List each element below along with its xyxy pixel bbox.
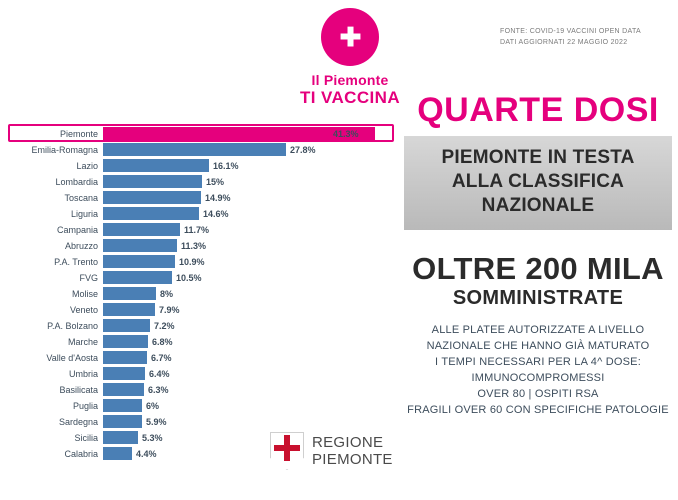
bar-row [10, 222, 402, 237]
bar-track [103, 223, 402, 236]
notes-block [404, 322, 672, 418]
bar-category-label: Puglia [72, 400, 98, 411]
bar-value-label: 16.1% [213, 160, 239, 171]
bar-category-label: Sicilia [74, 432, 98, 443]
note-line: IMMUNOCOMPROMESSI [471, 372, 605, 384]
bar-row [10, 158, 402, 173]
bar-fill [103, 351, 147, 364]
bar-value-label: 14.9% [205, 192, 231, 203]
bar-row [10, 270, 402, 285]
bar-fill [103, 159, 209, 172]
bar-fill [103, 431, 138, 444]
bar-fill [103, 399, 142, 412]
bar-category-label: Molise [71, 288, 98, 299]
bar-fill [103, 239, 177, 252]
bar-value-label: 6.3% [148, 384, 169, 395]
regione-piemonte-logo [270, 432, 393, 470]
source-note-line-2: DATI AGGIORNATI 22 MAGGIO 2022 [500, 39, 628, 46]
bar-value-label: 11.7% [184, 224, 210, 235]
note-line: I TEMPI NECESSARI PER LA 4^ DOSE: [435, 356, 641, 368]
bar-category-label: Calabria [64, 448, 98, 459]
bar-value-label: 27.8% [290, 144, 316, 155]
bar-value-label: 6.7% [151, 352, 172, 363]
logo-line-1: Il Piemonte [311, 72, 389, 88]
bar-fill [103, 383, 144, 396]
subhead-line-1: PIEMONTE IN TESTA [441, 147, 635, 168]
bar-track [103, 287, 402, 300]
big-number-subtitle: SOMMINISTRATE [452, 287, 624, 309]
bar-row [10, 238, 402, 253]
subhead-line-2: ALLA CLASSIFICA [451, 171, 625, 192]
footer-logo-line-2: PIEMONTE [312, 451, 393, 468]
bar-fill [103, 287, 156, 300]
bar-track [103, 159, 402, 172]
bar-value-label: 4.4% [136, 448, 157, 459]
bar-category-label: Umbria [68, 368, 98, 379]
bar-track [103, 255, 402, 268]
bar-category-label: Veneto [69, 304, 98, 315]
bar-track [103, 335, 402, 348]
page-title: QUARTE DOSI [417, 91, 659, 129]
bar-track [103, 191, 402, 204]
bar-track [103, 303, 402, 316]
bar-row [10, 302, 402, 317]
bar-value-label: 5.9% [146, 416, 167, 427]
bar-track [103, 207, 402, 220]
bar-chart [10, 126, 402, 462]
shield-icon [270, 432, 304, 470]
bar-value-label: 15% [206, 176, 225, 187]
bar-track [103, 175, 402, 188]
bar-fill [103, 303, 155, 316]
bar-category-label: Piemonte [59, 128, 98, 139]
bar-row [10, 350, 402, 365]
source-note [500, 26, 670, 48]
big-number: OLTRE 200 MILA [412, 251, 664, 286]
right-panel [404, 92, 672, 418]
bar-row [10, 142, 402, 157]
bar-track [103, 143, 402, 156]
bar-category-label: Basilicata [59, 384, 98, 395]
note-line: FRAGILI OVER 60 CON SPECIFICHE PATOLOGIE [407, 404, 669, 416]
footer-logo-text [312, 434, 393, 468]
bar-value-label: 10.5% [176, 272, 202, 283]
bar-track [103, 399, 402, 412]
bar-row [10, 318, 402, 333]
bar-value-label: 5.3% [142, 432, 163, 443]
vaccine-glyph-icon: ✚ [339, 22, 361, 52]
bar-row [10, 398, 402, 413]
footer-logo-line-1: REGIONE [312, 434, 384, 451]
piemonte-vaccina-logo [280, 8, 420, 108]
bar-track [103, 367, 402, 380]
bar-track [103, 319, 402, 332]
bar-category-label: Lombardia [55, 176, 98, 187]
bar-value-label: 6% [146, 400, 160, 411]
bar-category-label: Liguria [70, 208, 98, 219]
bar-category-label: Toscana [64, 192, 98, 203]
bar-category-label: Valle d'Aosta [46, 352, 98, 363]
bar-category-label: FVG [79, 272, 98, 283]
bar-row [10, 366, 402, 381]
bar-value-label: 41.3% [333, 128, 359, 139]
note-line: OVER 80 | OSPITI RSA [477, 388, 599, 400]
bar-fill [103, 415, 142, 428]
note-line: NAZIONALE CHE HANNO GIÀ MATURATO [426, 340, 650, 352]
note-line: ALLE PLATEE AUTORIZZATE A LIVELLO [431, 324, 645, 336]
bar-fill [103, 319, 150, 332]
bar-category-label: P.A. Trento [54, 256, 98, 267]
bar-track [103, 239, 402, 252]
bar-row [10, 382, 402, 397]
bar-category-label: Campania [56, 224, 98, 235]
vaccine-circle-icon [321, 8, 379, 66]
bar-row [10, 414, 402, 429]
bar-row [10, 334, 402, 349]
bar-track [103, 383, 402, 396]
bar-fill [103, 175, 202, 188]
bar-value-label: 14.6% [203, 208, 229, 219]
bar-category-label: Abruzzo [64, 240, 98, 251]
bar-fill [103, 367, 145, 380]
bar-row [10, 206, 402, 221]
bar-row [10, 286, 402, 301]
source-note-line-1: FONTE: COVID-19 VACCINI OPEN DATA [500, 28, 641, 35]
bar-value-label: 7.2% [154, 320, 175, 331]
bar-category-label: Lazio [76, 160, 98, 171]
bar-category-label: Sardegna [58, 416, 98, 427]
bar-fill [103, 143, 286, 156]
bar-category-label: Emilia-Romagna [31, 144, 98, 155]
bar-track [103, 351, 402, 364]
subhead-box [404, 136, 672, 230]
bar-fill [103, 447, 132, 460]
bar-value-label: 8% [160, 288, 174, 299]
bar-track [103, 271, 402, 284]
bar-value-label: 6.4% [149, 368, 170, 379]
bar-value-label: 10.9% [179, 256, 205, 267]
bar-track [103, 127, 402, 140]
bar-fill [103, 255, 175, 268]
bar-value-label: 11.3% [181, 240, 207, 251]
subhead-line-3: NAZIONALE [481, 195, 595, 216]
bar-category-label: Marche [67, 336, 98, 347]
bar-fill [103, 335, 148, 348]
bar-fill [103, 271, 172, 284]
bar-row [10, 190, 402, 205]
bar-row [10, 174, 402, 189]
bar-row [10, 126, 402, 141]
bar-track [103, 415, 402, 428]
bar-fill [103, 207, 199, 220]
bar-fill [103, 191, 201, 204]
bar-value-label: 7.9% [159, 304, 180, 315]
bar-category-label: P.A. Bolzano [47, 320, 98, 331]
bar-row [10, 254, 402, 269]
bar-fill [103, 223, 180, 236]
logo-line-2: TI VACCINA [299, 88, 400, 107]
bar-value-label: 6.8% [152, 336, 173, 347]
